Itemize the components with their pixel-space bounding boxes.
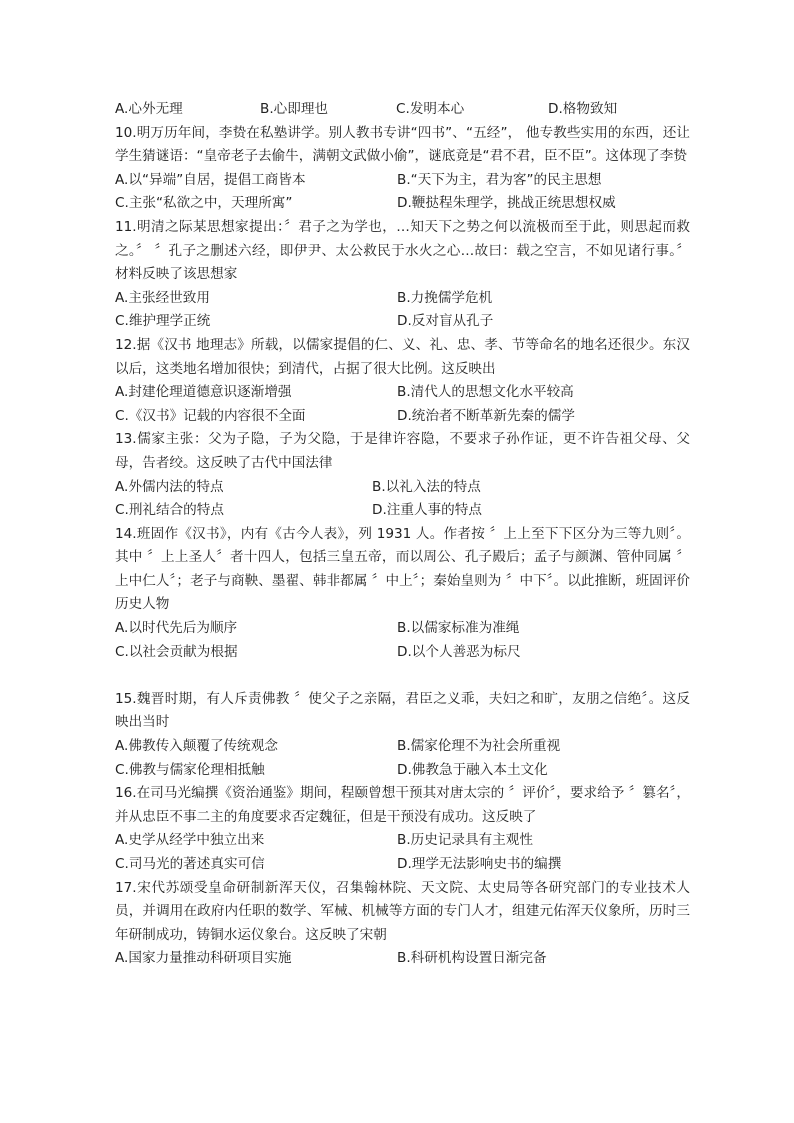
question-13 [115, 428, 690, 522]
options-row [115, 476, 690, 500]
question-16 [115, 782, 690, 876]
question-stem: 14.班固作《汉书》，内有《古今人表》，列 1931 人。作者按 〞上上至下下区分为三等九则〞。其中 〞上上圣人〞者十四人，包括三皇五帝，而以周公、孔子殿后；孟子与颜渊、管仲同属 〞上中仁人〞；老子与商鞅、墨翟、韩非都属 〞中上〞；秦始皇则为 〞中下〞。以此推断，班固评价历史人物 [115, 525, 690, 613]
question-stem: 16.在司马光编撰《资治通鉴》期间，程颐曾想干预其对唐太宗的 〞评价〞，要求给予 〞篡名〞，并从忠臣不事二主的角度要求否定魏征，但是干预没有成功。这反映了 [115, 785, 690, 825]
option-d[interactable]: D.格物致知 [548, 101, 618, 117]
option-a[interactable]: A.心外无理 [115, 101, 183, 117]
question-stem: 17.宋代苏颂受皇命研制新浑天仪，召集翰林院、天文院、太史局等各研究部门的专业技术人员，并调用在政府内任职的数学、军械、机械等方面的专门人才，组建元佑浑天仪象所，历时三年研制成功，铸铜水运仪象台。这反映了宋朝 [115, 879, 690, 943]
options-row [115, 641, 690, 665]
options-row [115, 829, 690, 853]
option-a[interactable]: A.主张经世致用 [115, 289, 210, 306]
option-b[interactable]: B.心即理也 [260, 101, 329, 117]
question-11 [115, 216, 690, 334]
options-row [115, 499, 690, 523]
option-b[interactable]: B.历史记录具有主观性 [397, 832, 533, 849]
option-c[interactable]: C.刑礼结合的特点 [115, 502, 224, 519]
options-row [115, 405, 690, 429]
option-c[interactable]: C.以社会贡献为根据 [115, 643, 238, 660]
option-b[interactable]: B.科研机构设置日渐完备 [397, 950, 547, 967]
options-row [115, 947, 690, 971]
option-c[interactable]: C.《汉书》记载的内容很不全面 [115, 407, 306, 424]
option-c[interactable]: C.佛教与儒家伦理相抵触 [115, 761, 265, 778]
question-9 [115, 98, 690, 122]
options-row [115, 853, 690, 877]
option-d[interactable]: D.佛教急于融入本土文化 [397, 761, 548, 778]
options-row [115, 735, 690, 759]
question-12 [115, 334, 690, 428]
option-b[interactable]: B.“天下为主，君为客”的民主思想 [397, 171, 602, 188]
option-c[interactable]: C.司马光的著述真实可信 [115, 856, 265, 872]
options-row [115, 169, 690, 193]
options-row [115, 287, 690, 311]
option-a[interactable]: A.佛教传入颠覆了传统观念 [115, 738, 278, 755]
options-row [115, 98, 690, 122]
options-row [115, 759, 690, 783]
question-stem: 12.据《汉书 地理志》所载，以儒家提倡的仁、义、礼、忠、孝、节等命名的地名还很少。东汉以后，这类地名增加很快；到清代，占据了很大比例。这反映出 [115, 336, 690, 377]
option-a[interactable]: A.国家力量推动科研项目实施 [115, 950, 292, 967]
option-c[interactable]: C.主张“私欲之中，天理所寓” [115, 195, 293, 212]
options-row [115, 310, 690, 334]
option-a[interactable]: A.封建伦理道德意识逐渐增强 [115, 384, 292, 401]
question-stem: 13.儒家主张：父为子隐，子为父隐，于是律许容隐，不要求子孙作证，更不许告祖父母、父母，告者绞。这反映了古代中国法律 [115, 431, 690, 471]
question-10 [115, 122, 690, 216]
option-b[interactable]: B.儒家伦理不为社会所重视 [397, 738, 561, 755]
option-b[interactable]: B.清代人的思想文化水平较高 [397, 384, 574, 401]
question-stem: 10.明万历年间，李贽在私塾讲学。别人教书专讲“四书”、“五经”， 他专教些实用的东西，还让学生猜谜语：“皇帝老子去偷牛，满朝文武做小偷”，谜底竟是“君不君，臣不臣”。这体现了李贽 [115, 124, 690, 165]
option-c[interactable]: C.发明本心 [396, 101, 465, 117]
question-list [115, 98, 690, 971]
option-d[interactable]: D.统治者不断革新先秦的儒学 [397, 407, 575, 424]
option-a[interactable]: A.史学从经学中独立出来 [115, 832, 265, 849]
question-14 [115, 523, 690, 665]
option-b[interactable]: B.力挽儒学危机 [397, 289, 493, 306]
option-d[interactable]: D.以个人善恶为标尺 [397, 643, 521, 660]
option-d[interactable]: D.理学无法影响史书的编撰 [397, 856, 562, 872]
question-15 [115, 688, 690, 782]
option-b[interactable]: B.以儒家标准为准绳 [397, 620, 520, 637]
option-a[interactable]: A.以时代先后为顺序 [115, 620, 238, 637]
options-row [115, 617, 690, 641]
options-row [115, 381, 690, 405]
option-b[interactable]: B.以礼入法的特点 [372, 478, 481, 495]
option-a[interactable]: A.外儒内法的特点 [115, 478, 224, 495]
option-a[interactable]: A.以“异端”自居，提倡工商皆本 [115, 171, 306, 188]
option-c[interactable]: C.维护理学正统 [115, 313, 211, 330]
option-d[interactable]: D.反对盲从孔子 [397, 313, 494, 330]
question-stem: 15.魏晋时期，有人斥责佛教 〞使父子之亲隔，君臣之义乖，夫妇之和旷，友朋之信绝〞。这反映出当时 [115, 690, 690, 731]
option-d[interactable]: D.注重人事的特点 [372, 502, 482, 519]
options-row [115, 192, 690, 216]
question-stem: 11.明清之际某思想家提出：〞君子之为学也，…知天下之势之何以流极而至于此，则思起而救之。〞 〞孔子之删述六经，即伊尹、太公救民于水火之心…故曰：载之空言，不如见诸行事。〞 材料反映了该思想家 [115, 218, 690, 283]
question-17 [115, 877, 690, 971]
blank-gap [115, 664, 690, 688]
option-d[interactable]: D.鞭挞程朱理学，挑战正统思想权威 [397, 195, 616, 212]
